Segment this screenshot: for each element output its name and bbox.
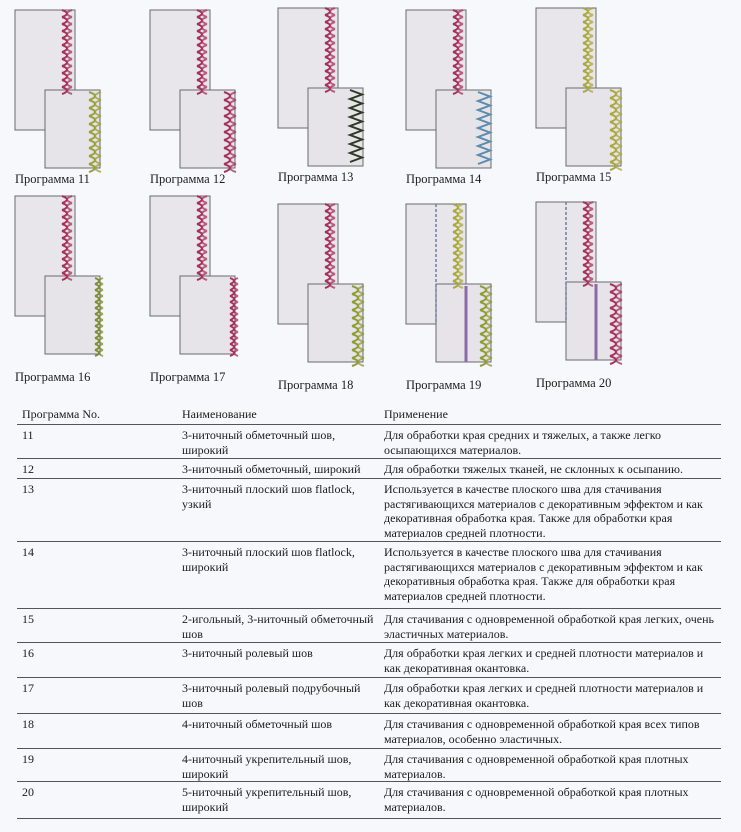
- stitch-illustration: [536, 202, 646, 362]
- cell-program: 11: [22, 428, 34, 442]
- stitch-illustration: [15, 10, 125, 170]
- cell-use: Для обработки края легких и средней плотности материалов и как декоративная окантовка.: [384, 681, 704, 710]
- stitch-illustration: [536, 8, 646, 168]
- program-caption: Программа 14: [406, 172, 482, 186]
- cell-program: 14: [22, 545, 34, 559]
- table-row: [17, 642, 721, 678]
- program-caption: Программа 18: [278, 378, 354, 392]
- stitch-illustration: [15, 196, 125, 356]
- cell-name: 4-ниточный укрепительный шов, широкий: [182, 752, 352, 781]
- cell-program: 12: [22, 462, 34, 476]
- cell-program: 18: [22, 717, 34, 731]
- program-caption: Программа 11: [15, 172, 90, 186]
- cell-use: Для стачивания с одновременной обработкой края плотных материалов.: [384, 752, 689, 781]
- table-row: [17, 458, 721, 479]
- table-row: [17, 541, 721, 609]
- header-use: Применение: [384, 407, 448, 421]
- header-name: Наименование: [182, 407, 257, 421]
- cell-use: Используется в качестве плоского шва для стачивания растягивающихся материалов с декоративным эффектом и как декоративныя обработка края. Также для обработки края материалов средней плотности.: [384, 545, 703, 603]
- header-program: Программа No.: [22, 407, 101, 421]
- cell-program: 19: [22, 752, 34, 766]
- table-header: [17, 404, 721, 424]
- cell-name: 5-ниточный укрепительный шов, широкий: [182, 785, 352, 814]
- cell-use: Для обработки края средних и тяжелых, а также легко осыпающихся материалов.: [384, 428, 662, 457]
- cell-name: 3-ниточный ролевый шов: [182, 646, 313, 660]
- cell-use: Используется в качестве плоского шва для стачивания растягивающихся материалов с декоративным эффектом и как декоративная обработка края. Также для обработки края материалов средней плотности.: [384, 482, 703, 540]
- cell-name: 3-ниточный плоский шов flatlock, узкий: [182, 482, 355, 511]
- cell-use: Для стачивания с одновременной обработкой края плотных материалов.: [384, 785, 689, 814]
- stitch-illustration: [278, 8, 388, 168]
- table-row: [17, 781, 721, 819]
- table-row: [17, 608, 721, 643]
- stitch-illustration: [278, 204, 388, 364]
- stitch-illustration: [150, 196, 260, 356]
- program-caption: Программа 13: [278, 170, 354, 184]
- cell-name: 2-игольный, 3-ниточный обметочный шов: [182, 612, 374, 641]
- table-row: [17, 713, 721, 749]
- program-caption: Программа 17: [150, 370, 226, 384]
- cell-name: 4-ниточный обметочный шов: [182, 717, 333, 731]
- stitch-illustration: [406, 10, 516, 170]
- cell-name: 3-ниточный обметочный, широкий: [182, 462, 361, 476]
- program-caption: Программа 20: [536, 376, 612, 390]
- cell-use: Для обработки тяжелых тканей, не склонных к осыпанию.: [384, 462, 683, 476]
- table-row: [17, 677, 721, 714]
- stitch-illustration: [406, 204, 516, 364]
- cell-program: 17: [22, 681, 34, 695]
- cell-name: 3-ниточный обметочный шов, широкий: [182, 428, 336, 457]
- table-bottom-rule: [17, 818, 721, 819]
- table-row: [17, 748, 721, 782]
- cell-use: Для стачивания с одновременной обработкой края легких, очень эластичных материалов.: [384, 612, 714, 641]
- cell-program: 15: [22, 612, 34, 626]
- cell-use: Для обработки края легких и средней плотности материалов и как декоративная окантовка.: [384, 646, 704, 675]
- table-row: [17, 478, 721, 542]
- cell-program: 13: [22, 482, 34, 496]
- cell-name: 3-ниточный плоский шов flatlock, широкий: [182, 545, 355, 574]
- cell-program: 16: [22, 646, 34, 660]
- program-caption: Программа 19: [406, 378, 482, 392]
- program-caption: Программа 16: [15, 370, 91, 384]
- cell-use: Для стачивания с одновременной обработкой края всех типов материалов, особенно эластичных.: [384, 717, 700, 746]
- stitch-illustration: [150, 10, 260, 170]
- program-caption: Программа 15: [536, 170, 612, 184]
- table-row: [17, 424, 721, 459]
- program-caption: Программа 12: [150, 172, 226, 186]
- cell-program: 20: [22, 785, 34, 799]
- cell-name: 3-ниточный ролевый подрубочный шов: [182, 681, 361, 710]
